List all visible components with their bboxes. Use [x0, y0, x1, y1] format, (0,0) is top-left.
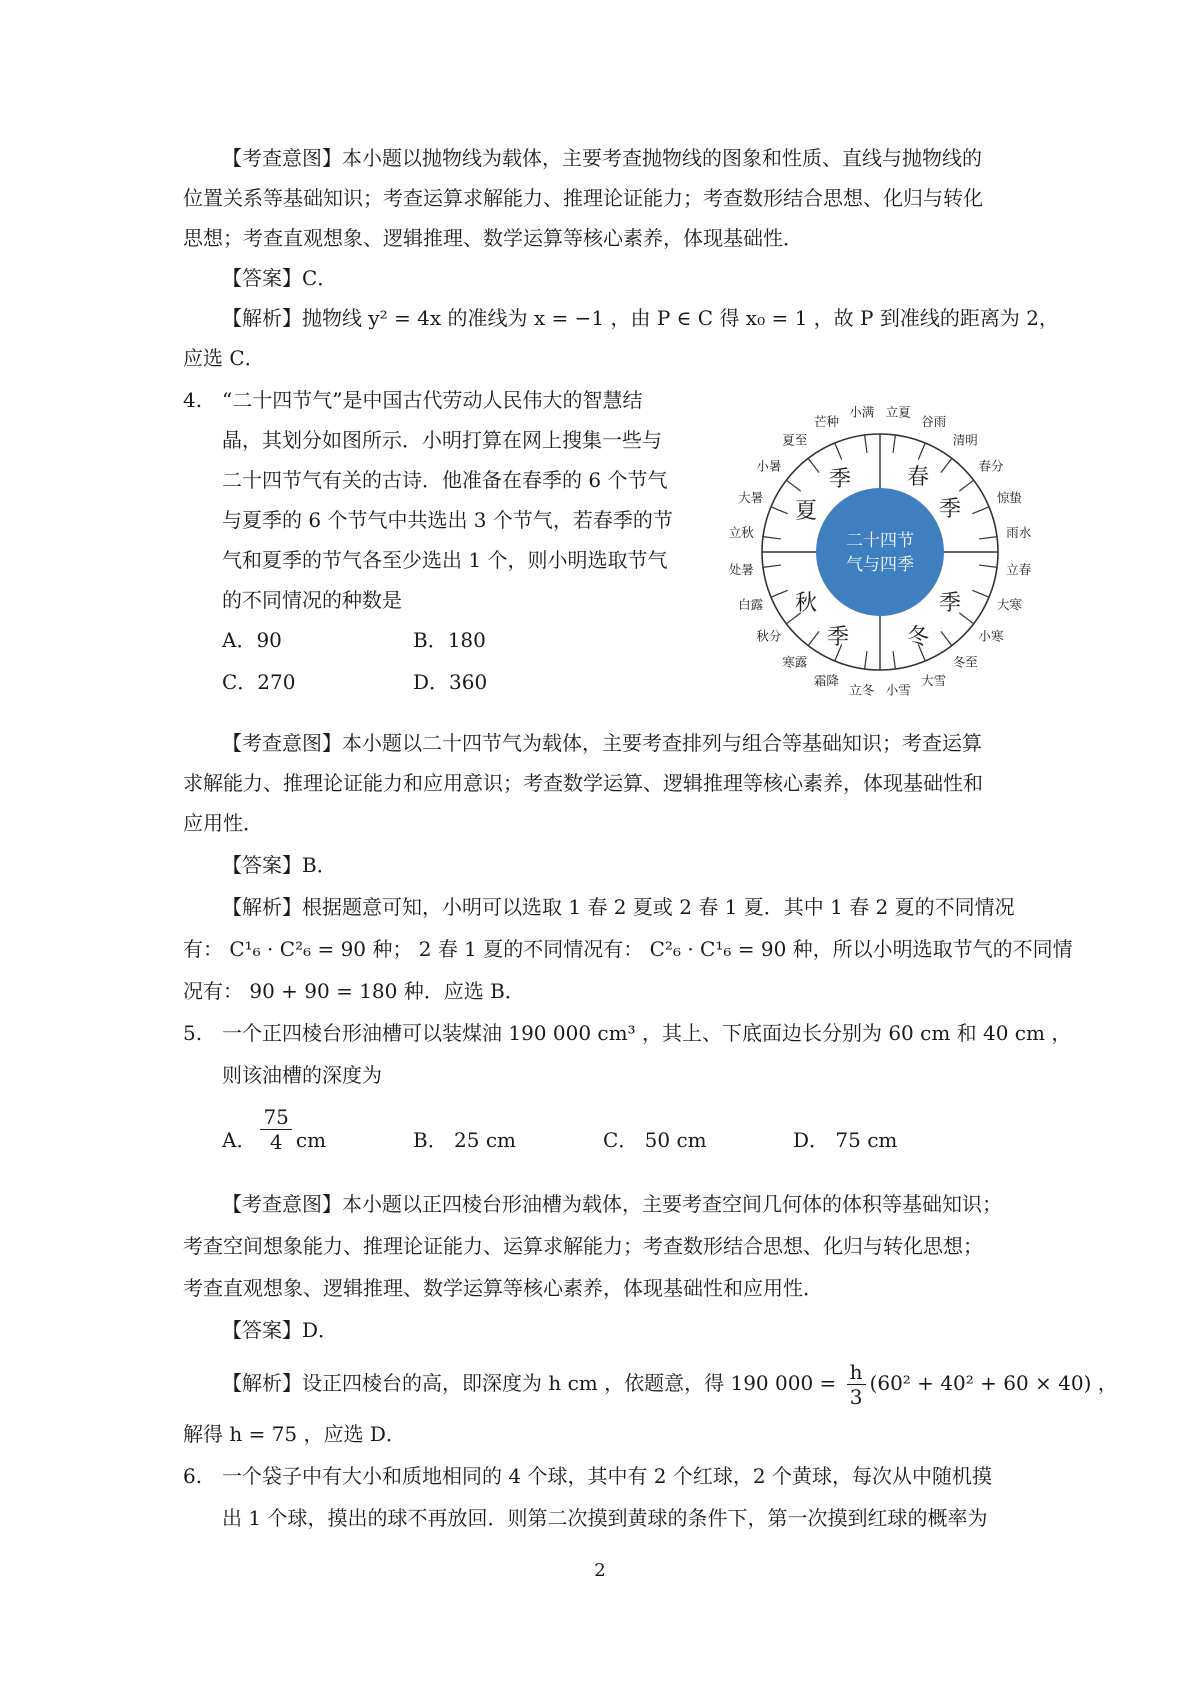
center-disk	[816, 488, 944, 616]
term-divider-line	[763, 537, 781, 539]
solar-term-label: 惊蛰	[996, 489, 1022, 505]
option-a: A．90	[222, 628, 282, 652]
term-divider-line	[771, 590, 788, 597]
solar-terms-wheel-diagram	[720, 396, 1040, 706]
solar-term-label: 春分	[978, 458, 1004, 474]
term-divider-line	[865, 435, 867, 453]
question-line: 晶，其划分如图所示．小明打算在网上搜集一些与	[222, 428, 662, 452]
solar-term-label: 立夏	[885, 404, 911, 420]
season-label: 春	[906, 465, 930, 490]
solar-term-label: 夏至	[782, 432, 808, 448]
option-b: B． 25 cm	[413, 1128, 517, 1152]
intent-line: 【考查意图】本小题以二十四节气为载体，主要考查排列与组合等基础知识；考查运算	[222, 731, 982, 755]
solution-line	[222, 1360, 1118, 1409]
fraction	[847, 1360, 866, 1409]
solar-term-label: 小满	[849, 404, 875, 420]
term-divider-line	[763, 565, 781, 567]
solar-term-label: 立秋	[728, 525, 754, 541]
term-divider-line	[959, 480, 973, 491]
term-divider-line	[979, 537, 997, 539]
question-line: 出 1 个球，摸出的球不再放回．则第二次摸到黄球的条件下，第一次摸到红球的概率为	[222, 1506, 988, 1530]
season-label: 季	[938, 591, 962, 616]
question-line: 与夏季的 6 个节气中共选出 3 个节气，若春季的节	[222, 508, 673, 532]
solar-term-label: 小寒	[978, 628, 1004, 644]
term-divider-line	[786, 480, 800, 491]
question-line: 一个袋子中有大小和质地相同的 4 个球，其中有 2 个红球，2 个黄球，每次从中随机摸	[222, 1464, 992, 1488]
intent-line: 位置关系等基础知识；考查运算求解能力、推理论证能力；考查数形结合思想、化归与转化	[183, 186, 983, 210]
question-number: 4.	[183, 388, 203, 412]
question-number: 5.	[183, 1021, 203, 1045]
solution-line: 【解析】抛物线 y² = 4x 的准线为 x = −1 ，由 P ∈ C 得 x₀ = 1 ，故 P 到准线的距离为 2，	[222, 306, 1059, 330]
fraction-numerator: 75	[260, 1105, 291, 1130]
solar-term-label: 冬至	[952, 654, 978, 670]
answer-line: 【答案】D．	[222, 1318, 339, 1342]
option-d: D． 75 cm	[793, 1128, 898, 1152]
solar-term-label: 寒露	[782, 654, 808, 670]
question-line: 一个正四棱台形油槽可以装煤油 190 000 cm³ ，其上、下底面边长分别为 60 cm 和 40 cm ，	[222, 1021, 1072, 1045]
solar-term-label: 小暑	[756, 458, 782, 474]
fraction-denominator: 4	[269, 1130, 283, 1154]
term-divider-line	[959, 613, 973, 624]
center-label: 二十四节	[846, 531, 914, 551]
solar-term-label: 大寒	[996, 597, 1022, 613]
fraction-numerator: h	[847, 1360, 866, 1385]
intent-line: 应用性．	[183, 811, 263, 835]
season-label: 季	[826, 625, 850, 650]
solution-line: 有： C¹₆ · C²₆ = 90 种； 2 春 1 夏的不同情况有： C²₆ · C¹₆ = 90 种，所以小明选取节气的不同情	[183, 937, 1073, 961]
intent-line: 考查空间想象能力、推理论证能力、运算求解能力；考查数形结合思想、化归与转化思想；	[183, 1234, 983, 1258]
solution-prefix: 【解析】设正四棱台的高，即深度为 h cm ，依题意，得 190 000 =	[222, 1371, 843, 1395]
solar-term-label: 芒种	[813, 414, 839, 430]
question-line: 气和夏季的节气各至少选出 1 个，则小明选取节气	[222, 548, 668, 572]
option-b: B．180	[413, 628, 486, 652]
intent-line: 求解能力、推理论证能力和应用意识；考查数学运算、逻辑推理等核心素养，体现基础性和	[183, 771, 983, 795]
term-divider-line	[865, 651, 867, 669]
term-divider-line	[893, 651, 895, 669]
option-a-unit: cm	[295, 1128, 327, 1152]
intent-line: 思想；考查直观想象、逻辑推理、数学运算等核心素养，体现基础性．	[183, 226, 803, 250]
fraction	[260, 1105, 291, 1154]
term-divider-line	[835, 443, 842, 460]
solar-term-label: 小雪	[885, 682, 911, 698]
solution-suffix: (60² + 40² + 60 × 40) ，	[869, 1371, 1118, 1395]
solution-line: 解得 h = 75 ，应选 D．	[183, 1422, 406, 1446]
solar-term-label: 白露	[738, 597, 764, 613]
term-divider-line	[808, 458, 819, 472]
season-label: 夏	[794, 499, 818, 524]
term-divider-line	[918, 443, 925, 460]
solar-term-label: 谷雨	[921, 414, 947, 430]
season-label: 秋	[794, 591, 818, 616]
term-divider-line	[771, 507, 788, 514]
term-divider-line	[808, 631, 819, 645]
term-divider-line	[972, 590, 989, 597]
solar-term-label: 处暑	[728, 561, 754, 577]
season-label: 季	[938, 497, 962, 522]
term-divider-line	[979, 565, 997, 567]
question-line: 的不同情况的种数是	[222, 588, 402, 612]
fraction-denominator: 3	[849, 1385, 863, 1409]
term-divider-line	[893, 435, 895, 453]
solution-line: 应选 C．	[183, 346, 265, 370]
answer-line: 【答案】C．	[222, 266, 338, 290]
solar-term-label: 立冬	[849, 682, 875, 698]
question-line: 二十四节气有关的古诗．他准备在春季的 6 个节气	[222, 468, 668, 492]
solar-term-label: 雨水	[1006, 525, 1032, 541]
answer-line: 【答案】B．	[222, 853, 337, 877]
center-label: 气与四季	[846, 555, 914, 575]
option-c: C． 50 cm	[603, 1128, 707, 1152]
intent-line: 【考查意图】本小题以抛物线为载体，主要考查抛物线的图象和性质、直线与抛物线的	[222, 146, 982, 170]
solution-line: 况有： 90 + 90 = 180 种．应选 B．	[183, 979, 525, 1003]
season-label: 季	[828, 467, 852, 492]
solar-term-label: 清明	[952, 432, 978, 448]
question-line: “二十四节气”是中国古代劳动人民伟大的智慧结	[222, 388, 643, 412]
option-a	[222, 1105, 327, 1160]
term-divider-line	[941, 458, 952, 472]
question-number: 6.	[183, 1464, 203, 1488]
question-line: 则该油槽的深度为	[222, 1063, 382, 1087]
term-divider-line	[941, 631, 952, 645]
solution-line: 【解析】根据题意可知，小明可以选取 1 春 2 夏或 2 春 1 夏．其中 1 春 2 夏的不同情况	[222, 895, 1015, 919]
option-d: D．360	[413, 670, 488, 694]
solar-term-label: 霜降	[813, 672, 839, 688]
solar-term-label: 大暑	[738, 489, 764, 505]
intent-line: 考查直观想象、逻辑推理、数学运算等核心素养，体现基础性和应用性．	[183, 1276, 823, 1300]
page-number: 2	[594, 1560, 606, 1581]
solar-term-label: 立春	[1006, 561, 1032, 577]
solar-term-label: 大雪	[921, 672, 947, 688]
option-c: C．270	[222, 670, 296, 694]
intent-line: 【考查意图】本小题以正四棱台形油槽为载体，主要考查空间几何体的体积等基础知识；	[222, 1192, 1002, 1216]
option-a-prefix: A．	[222, 1128, 257, 1152]
season-label: 冬	[906, 625, 930, 650]
solar-term-label: 秋分	[756, 628, 782, 644]
term-divider-line	[972, 507, 989, 514]
